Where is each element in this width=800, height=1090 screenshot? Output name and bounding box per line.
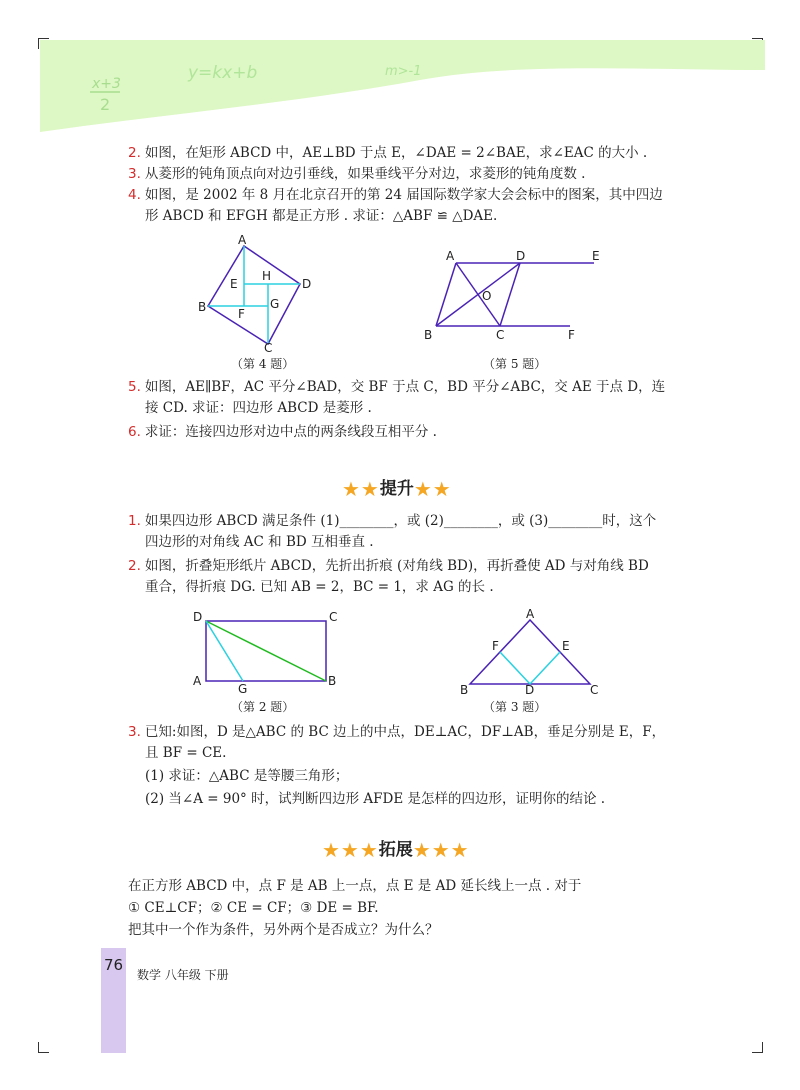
problem-5 [128,377,665,398]
fig5-label-f: F [568,328,575,342]
fig5-label-o: O [482,289,492,303]
section-title-text: 提升 [379,479,414,499]
problem-4 [128,185,663,206]
banner-formula-right: m>-1 [385,64,422,79]
problem-number: 1. [128,513,141,529]
advance-problem-3-continued: 且 BF = CE. [145,745,227,761]
fig4-label-c: C [264,341,273,352]
advance-problem-2 [128,556,649,577]
problem-text: 求证：连接四边形对边中点的两条线段互相平分 . [144,424,437,440]
problem-number: 4. [128,187,141,203]
extend-line-1: 在正方形 ABCD 中，点 F 是 AB 上一点，点 E 是 AD 延长线上一点 . 对于 [128,878,582,894]
problem-text: 从菱形的钝角顶点向对边引垂线，如果垂线平分对边，求菱形的钝角度数 . [144,166,586,182]
figure-4 [190,232,330,352]
star-icon: ★★★ [412,838,470,862]
fig3-label-e: E [562,639,570,653]
figure-2 [188,607,348,695]
problem-number: 6. [128,424,141,440]
fig4-label-g: G [270,297,280,311]
book-title: 数学 八年级 下册 [137,968,229,982]
figure-2-caption: （第 2 题） [231,700,295,714]
advance-problem-3 [128,722,665,743]
problem-5-continued: 接 CD. 求证：四边形 ABCD 是菱形 . [145,400,372,416]
fig2-label-d: D [193,610,203,624]
figure-3-caption: （第 3 题） [483,700,547,714]
problem-number: 2. [128,558,141,574]
problem-number: 2. [128,145,141,161]
problem-number: 5. [128,379,141,395]
advance-problem-2-continued: 重合，得折痕 DG. 已知 AB = 2，BC = 1，求 AG 的长 . [145,579,494,595]
advance-problem-1 [128,511,656,532]
figure-5 [420,246,610,342]
fig2-label-a: A [193,674,202,688]
fig5-label-d: D [516,249,526,263]
crop-mark-bottom-left [38,1042,49,1053]
figure-4-caption: （第 4 题） [231,357,295,371]
figure-5-caption: （第 5 题） [483,357,547,371]
section-title-text: 拓展 [378,840,413,860]
fig5-label-e: E [592,249,600,263]
problem-number: 3. [128,166,141,182]
problem-text: 如图，是 2002 年 8 月在北京召开的第 24 届国际数学家大会会标中的图案，其中四边 [144,187,663,203]
banner-fraction-top: x+3 [92,76,121,92]
advance-problem-3-part-1: (1) 求证：△ABC 是等腰三角形； [145,768,349,784]
problem-text: 已知:如图，D 是△ABC 的 BC 边上的中点，DE⊥AC，DF⊥AB，垂足分别是 E，F， [144,724,666,740]
fig4-label-d: D [302,277,312,291]
star-icon: ★★ [342,477,380,501]
problem-3 [128,164,585,185]
header-banner [40,40,765,132]
section-title-advance [342,474,452,501]
star-icon: ★★★ [322,838,379,862]
fig3-label-d: D [525,683,535,696]
fig2-label-b: B [328,674,337,688]
fig4-label-h: H [262,269,272,283]
fig4-label-f: F [238,307,245,321]
advance-problem-3-part-2: (2) 当∠A = 90° 时，试判断四边形 AFDE 是怎样的四边形，证明你的结论 . [145,791,606,807]
problem-text: 如图，折叠矩形纸片 ABCD，先折出折痕 (对角线 BD)，再折叠使 AD 与对角线 BD [144,558,649,574]
problem-text: 如果四边形 ABCD 满足条件 (1)________，或 (2)________，或 (3)________时，这个 [144,513,657,529]
fig3-label-b: B [460,683,469,696]
fig4-label-e: E [230,277,238,291]
extend-line-3: 把其中一个作为条件，另外两个是否成立？为什么？ [128,922,439,938]
fig5-label-c: C [496,328,505,342]
star-icon: ★★ [413,477,452,501]
fig4-label-a: A [238,233,247,247]
fig2-label-c: C [329,610,338,624]
problem-text: 如图，在矩形 ABCD 中，AE⊥BD 于点 E，∠DAE = 2∠BAE，求∠EAC 的大小 . [144,145,648,161]
fig5-label-a: A [446,249,455,263]
advance-problem-1-continued: 四边形的对角线 AC 和 BD 互相垂直 . [145,534,374,550]
fig3-label-f: F [492,639,499,653]
problem-6 [128,422,437,443]
page-number: 76 [104,956,124,974]
crop-mark-bottom-right [752,1042,763,1053]
problem-4-continued: 形 ABCD 和 EFGH 都是正方形 . 求证：△ABF ≌ △DAE. [145,208,498,224]
figure-3 [458,606,608,696]
section-title-extend [322,835,470,862]
banner-fraction-bottom: 2 [100,95,111,114]
problem-text: 如图，AE∥BF，AC 平分∠BAD，交 BF 于点 C，BD 平分∠ABC，交 AE 于点 D，连 [144,379,666,395]
extend-line-2: ① CE⊥CF；② CE = CF；③ DE = BF. [128,900,379,916]
problem-number: 3. [128,724,141,740]
fig3-label-c: C [590,683,599,696]
fig3-label-a: A [526,607,535,621]
fig5-label-b: B [424,328,433,342]
problem-2 [128,143,647,164]
fig4-label-b: B [198,300,207,314]
banner-formula-linear: y=kx+b [188,63,258,83]
fig2-label-g: G [238,682,248,695]
